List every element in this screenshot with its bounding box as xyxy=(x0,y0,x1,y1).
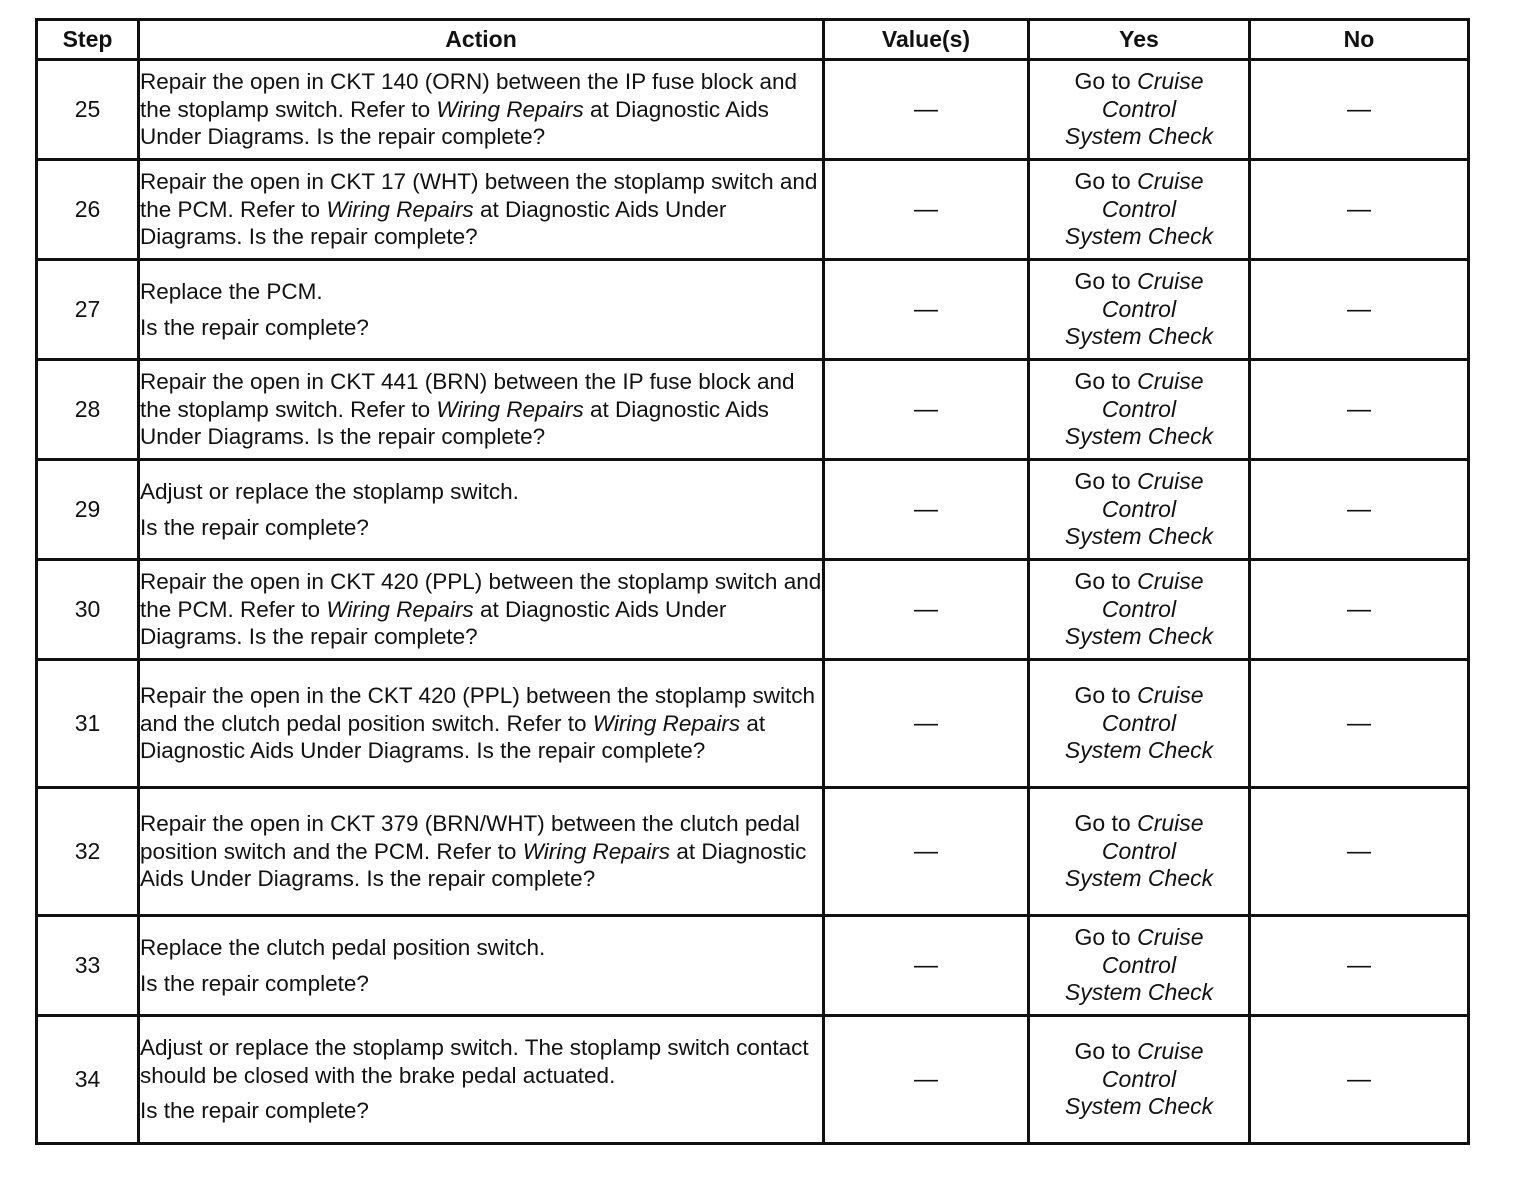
step-number: 29 xyxy=(37,460,139,560)
action-text-continued: at Diagnostic Aids Under Diagrams. xyxy=(140,596,727,650)
yes-cell xyxy=(1029,60,1250,160)
yes-link-cruise: Cruise xyxy=(1137,924,1204,951)
no-cell xyxy=(1250,788,1469,916)
action-question: Is the repair complete? xyxy=(476,738,706,764)
value-cell xyxy=(824,1016,1029,1144)
action-text-continued: at Diagnostic Aids Under Diagrams. xyxy=(140,96,769,150)
step-number: 27 xyxy=(37,260,139,360)
yes-go-to: Go to xyxy=(1074,268,1131,295)
yes-go-to: Go to xyxy=(1074,368,1131,395)
action-cell xyxy=(139,788,824,916)
value-dash: — xyxy=(914,595,938,623)
yes-link-system-check: System Check xyxy=(1064,979,1214,1006)
no-dash: — xyxy=(1347,395,1371,423)
wiring-repairs-reference: Wiring Repairs xyxy=(592,710,741,736)
header-row xyxy=(37,20,1469,60)
wiring-repairs-reference: Wiring Repairs xyxy=(436,96,584,122)
header-step: Step xyxy=(37,20,139,60)
yes-link-system-check: System Check xyxy=(1064,865,1214,892)
yes-link-control: Control xyxy=(1101,95,1177,122)
yes-link-system-check: System Check xyxy=(1064,423,1214,450)
action-question: Is the repair complete? xyxy=(316,424,546,450)
value-cell xyxy=(824,460,1029,560)
header-yes: Yes xyxy=(1029,20,1250,60)
yes-link-control: Control xyxy=(1101,595,1177,622)
yes-link-control: Control xyxy=(1101,709,1177,736)
yes-cell xyxy=(1029,1016,1250,1144)
yes-link-system-check: System Check xyxy=(1064,1093,1214,1120)
yes-link-control: Control xyxy=(1101,1065,1177,1092)
action-question: Is the repair complete? xyxy=(140,514,369,540)
yes-link-control: Control xyxy=(1101,951,1177,978)
value-dash: — xyxy=(914,1065,938,1093)
yes-link-system-check: System Check xyxy=(1064,323,1214,350)
action-cell xyxy=(139,260,824,360)
yes-go-to: Go to xyxy=(1074,682,1131,709)
value-cell xyxy=(824,260,1029,360)
no-cell xyxy=(1250,360,1469,460)
value-dash: — xyxy=(914,95,938,123)
value-cell xyxy=(824,60,1029,160)
table-row xyxy=(37,160,1469,260)
value-dash: — xyxy=(914,495,938,523)
wiring-repairs-reference: Wiring Repairs xyxy=(326,196,474,222)
action-text-continued: at Diagnostic Aids Under Diagrams. xyxy=(140,396,769,450)
action-question: Is the repair complete? xyxy=(140,314,369,340)
yes-link-system-check: System Check xyxy=(1064,123,1214,150)
no-dash: — xyxy=(1347,195,1371,223)
table-row xyxy=(37,60,1469,160)
no-cell xyxy=(1250,260,1469,360)
header-values: Value(s) xyxy=(824,20,1029,60)
yes-go-to: Go to xyxy=(1074,1038,1131,1065)
table-row xyxy=(37,360,1469,460)
yes-link-control: Control xyxy=(1101,195,1177,222)
action-question: Is the repair complete? xyxy=(366,866,596,892)
yes-link-system-check: System Check xyxy=(1064,223,1214,250)
step-number: 33 xyxy=(37,916,139,1016)
no-cell xyxy=(1250,660,1469,788)
action-text: Repair the open in CKT 379 (BRN/WHT) between the clutch pedal position switch and the PCM. Refer to xyxy=(140,811,800,864)
yes-cell xyxy=(1029,560,1250,660)
action-cell xyxy=(139,360,824,460)
yes-go-to: Go to xyxy=(1074,924,1131,951)
no-dash: — xyxy=(1347,709,1371,737)
action-cell xyxy=(139,560,824,660)
yes-go-to: Go to xyxy=(1074,68,1131,95)
header-no: No xyxy=(1250,20,1469,60)
step-number: 34 xyxy=(37,1016,139,1144)
table-row xyxy=(37,260,1469,360)
no-dash: — xyxy=(1347,595,1371,623)
wiring-repairs-reference: Wiring Repairs xyxy=(436,396,584,422)
action-text: Replace the PCM. xyxy=(140,279,323,304)
table-row xyxy=(37,1016,1469,1144)
action-text-continued: at Diagnostic Aids Under Diagrams. xyxy=(140,838,807,892)
header-action: Action xyxy=(139,20,824,60)
action-cell xyxy=(139,660,824,788)
no-dash: — xyxy=(1347,495,1371,523)
value-cell xyxy=(824,916,1029,1016)
action-text: Adjust or replace the stoplamp switch. The stoplamp switch contact should be closed with the brake pedal actuated. xyxy=(140,1035,809,1088)
value-dash: — xyxy=(914,295,938,323)
no-cell xyxy=(1250,1016,1469,1144)
yes-link-cruise: Cruise xyxy=(1137,1038,1204,1065)
step-number: 31 xyxy=(37,660,139,788)
action-cell xyxy=(139,916,824,1016)
value-dash: — xyxy=(914,951,938,979)
yes-link-cruise: Cruise xyxy=(1137,268,1204,295)
yes-link-control: Control xyxy=(1101,295,1177,322)
value-dash: — xyxy=(914,195,938,223)
action-text-continued: at Diagnostic Aids Under Diagrams. xyxy=(140,710,766,764)
action-text: Repair the open in CKT 441 (BRN) between the IP fuse block and the stoplamp switch. Refer to xyxy=(140,369,795,422)
step-number: 28 xyxy=(37,360,139,460)
table-row xyxy=(37,560,1469,660)
no-cell xyxy=(1250,916,1469,1016)
action-cell xyxy=(139,160,824,260)
yes-link-system-check: System Check xyxy=(1064,523,1214,550)
value-cell xyxy=(824,560,1029,660)
yes-cell xyxy=(1029,360,1250,460)
yes-link-cruise: Cruise xyxy=(1137,568,1204,595)
action-cell xyxy=(139,60,824,160)
yes-link-system-check: System Check xyxy=(1064,623,1214,650)
table-row xyxy=(37,916,1469,1016)
yes-go-to: Go to xyxy=(1074,568,1131,595)
yes-go-to: Go to xyxy=(1074,468,1131,495)
step-number: 26 xyxy=(37,160,139,260)
yes-link-cruise: Cruise xyxy=(1137,368,1204,395)
value-cell xyxy=(824,160,1029,260)
yes-link-cruise: Cruise xyxy=(1137,682,1204,709)
diagnostic-table xyxy=(35,18,1470,1145)
no-dash: — xyxy=(1347,837,1371,865)
action-question: Is the repair complete? xyxy=(140,970,369,996)
yes-cell xyxy=(1029,660,1250,788)
action-question: Is the repair complete? xyxy=(248,624,478,650)
step-number: 30 xyxy=(37,560,139,660)
action-text: Repair the open in CKT 420 (PPL) between the stoplamp switch and the PCM. Refer to xyxy=(140,569,822,622)
no-cell xyxy=(1250,560,1469,660)
step-number: 25 xyxy=(37,60,139,160)
yes-link-control: Control xyxy=(1101,837,1177,864)
yes-link-cruise: Cruise xyxy=(1137,68,1204,95)
action-question: Is the repair complete? xyxy=(140,1098,369,1124)
no-dash: — xyxy=(1347,95,1371,123)
wiring-repairs-reference: Wiring Repairs xyxy=(326,596,474,622)
value-cell xyxy=(824,660,1029,788)
yes-cell xyxy=(1029,460,1250,560)
action-question: Is the repair complete? xyxy=(316,124,546,150)
yes-cell xyxy=(1029,160,1250,260)
yes-cell xyxy=(1029,916,1250,1016)
action-text: Repair the open in CKT 17 (WHT) between the stoplamp switch and the PCM. Refer to xyxy=(140,169,818,222)
yes-go-to: Go to xyxy=(1074,168,1131,195)
no-dash: — xyxy=(1347,1065,1371,1093)
action-text: Adjust or replace the stoplamp switch. xyxy=(140,479,519,504)
value-dash: — xyxy=(914,395,938,423)
action-text: Repair the open in the CKT 420 (PPL) between the stoplamp switch and the clutch pedal position switch. Refer to xyxy=(140,683,815,736)
value-cell xyxy=(824,360,1029,460)
action-text: Replace the clutch pedal position switch. xyxy=(140,935,546,960)
wiring-repairs-reference: Wiring Repairs xyxy=(522,838,671,864)
step-number: 32 xyxy=(37,788,139,916)
no-dash: — xyxy=(1347,295,1371,323)
yes-link-control: Control xyxy=(1101,395,1177,422)
yes-link-cruise: Cruise xyxy=(1137,810,1204,837)
action-question: Is the repair complete? xyxy=(248,224,478,250)
value-dash: — xyxy=(914,837,938,865)
yes-cell xyxy=(1029,260,1250,360)
table-body xyxy=(37,60,1469,1144)
action-text: Repair the open in CKT 140 (ORN) between the IP fuse block and the stoplamp switch. Refer to xyxy=(140,69,798,122)
table-row xyxy=(37,660,1469,788)
no-dash: — xyxy=(1347,951,1371,979)
yes-go-to: Go to xyxy=(1074,810,1131,837)
action-text-continued: at Diagnostic Aids Under Diagrams. xyxy=(140,196,727,250)
yes-link-cruise: Cruise xyxy=(1137,168,1204,195)
action-cell xyxy=(139,1016,824,1144)
yes-link-cruise: Cruise xyxy=(1137,468,1204,495)
value-cell xyxy=(824,788,1029,916)
value-dash: — xyxy=(914,709,938,737)
no-cell xyxy=(1250,60,1469,160)
no-cell xyxy=(1250,160,1469,260)
yes-link-system-check: System Check xyxy=(1064,737,1214,764)
table-row xyxy=(37,788,1469,916)
table-row xyxy=(37,460,1469,560)
yes-cell xyxy=(1029,788,1250,916)
yes-link-control: Control xyxy=(1101,495,1177,522)
action-cell xyxy=(139,460,824,560)
no-cell xyxy=(1250,460,1469,560)
